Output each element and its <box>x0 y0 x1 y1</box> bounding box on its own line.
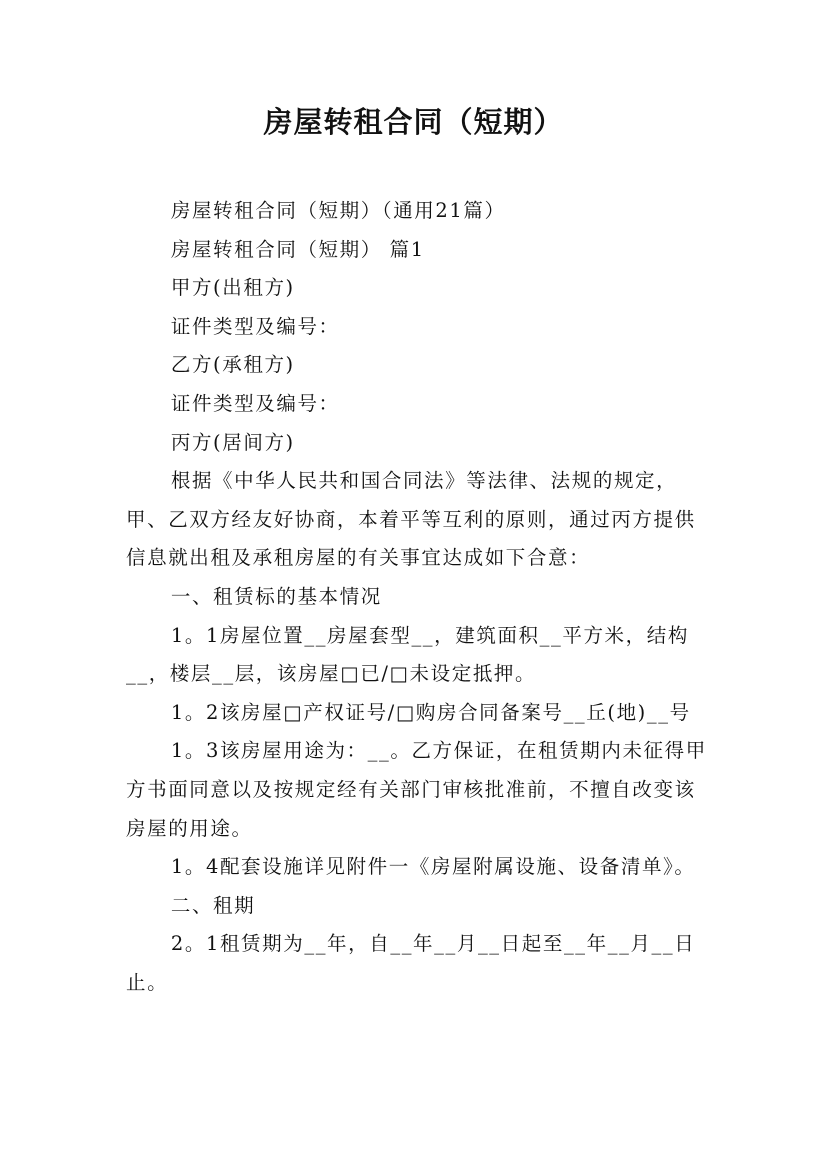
paragraph-clause-2-1: 2。1租赁期为__年，自__年__月__日起至__年__月__日止。 <box>126 932 696 994</box>
paragraph-heading-1: 一、租赁标的基本情况 <box>170 584 382 608</box>
paragraph-preamble: 根据《中华人民共和国合同法》等法律、法规的规定，甲、乙双方经友好协商，本着平等互利的原则，通过丙方提供信息就出租及承租房屋的有关事宜达成如下合意： <box>126 469 696 570</box>
document-title: 房屋转租合同（短期） <box>263 105 564 139</box>
paragraph-clause-1-3: 1。3该房屋用途为：__。乙方保证，在租赁期内未征得甲方书面同意以及按规定经有关部门审核批准前，不擅自改变该房屋的用途。 <box>126 739 707 840</box>
paragraph-party-c: 丙方(居间方) <box>170 430 295 454</box>
paragraph-subtitle: 房屋转租合同（短期）（通用21篇） <box>170 199 506 222</box>
paragraph-party-a: 甲方(出租方) <box>170 276 295 300</box>
paragraph-heading-2: 二、租期 <box>170 893 256 917</box>
paragraph-section-heading: 房屋转租合同（短期） 篇1 <box>170 237 425 261</box>
paragraph-clause-1-1: 1。1房屋位置__房屋套型__，建筑面积__平方米，结构__，楼层__层，该房屋□已/□未设定抵押。 <box>126 623 689 686</box>
paragraph-clause-1-4: 1。4配套设施详见附件一《房屋附属设施、设备清单》。 <box>170 855 696 879</box>
paragraph-party-b: 乙方(承租方) <box>170 353 295 377</box>
paragraph-clause-1-2: 1。2该房屋□产权证号/□购房合同备案号__丘(地)__号 <box>170 700 691 724</box>
paragraph-party-b-id: 证件类型及编号： <box>170 391 340 415</box>
document-body <box>126 192 714 1002</box>
paragraph-party-a-id: 证件类型及编号： <box>170 314 340 338</box>
